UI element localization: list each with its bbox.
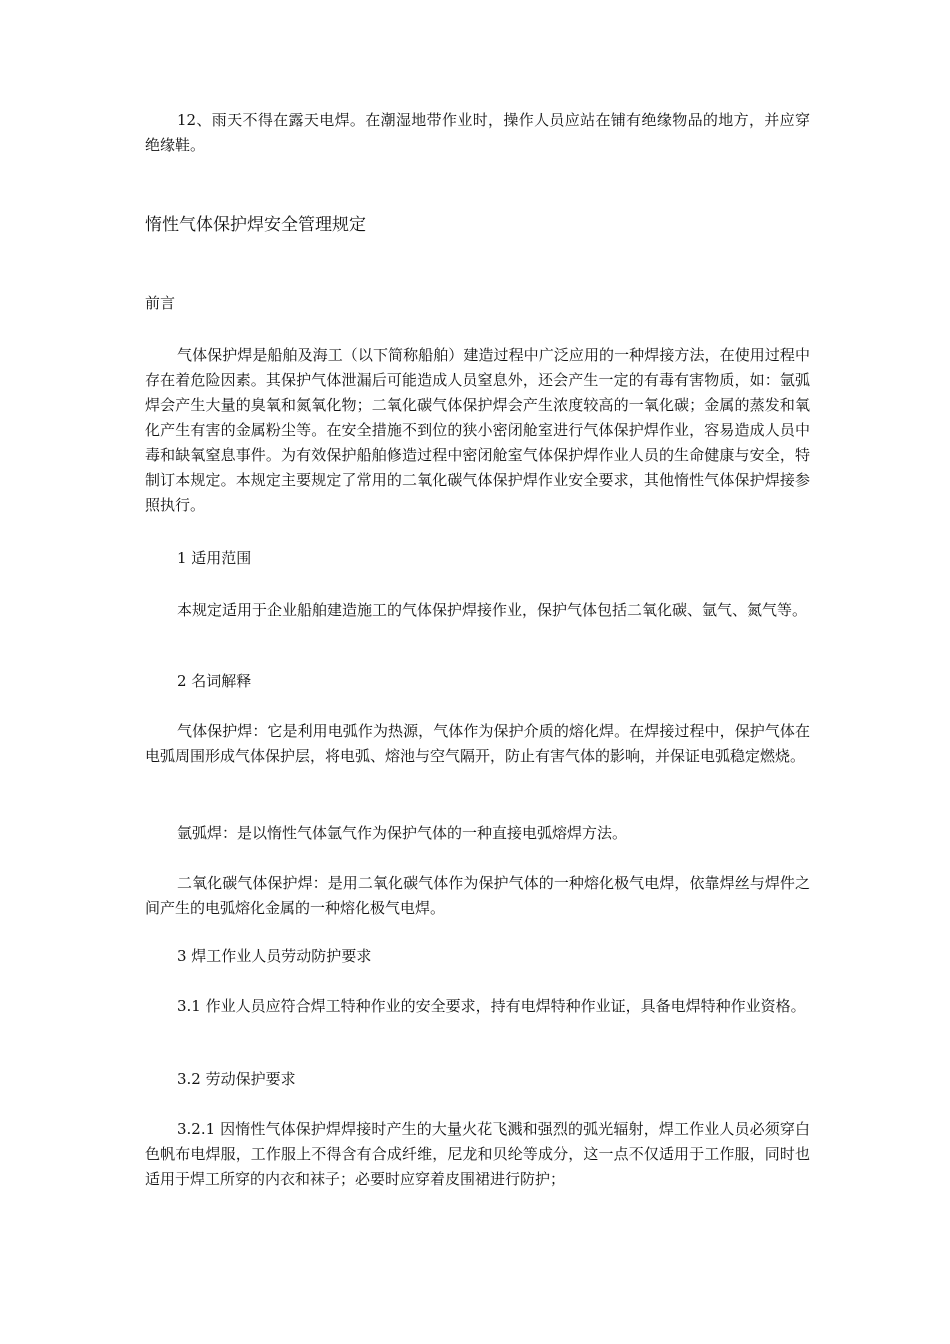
section-3-1: 3.1 作业人员应符合焊工特种作业的安全要求，持有电焊特种作业证，具备电焊特种作业资格。 bbox=[177, 997, 806, 1015]
section-1-heading: 1 适用范围 bbox=[177, 549, 252, 567]
preface-heading: 前言 bbox=[145, 294, 176, 312]
preface-body: 气体保护焊是船舶及海工（以下简称船舶）建造过程中广泛应用的一种焊接方法，在使用过程中存在着危险因素。其保护气体泄漏后可能造成人员窒息外，还会产生一定的有毒有害物质，如：氩弧焊会产生大量的臭氧和氮氧化物；二氧化碳气体保护焊会产生浓度较高的一氧化碳；金属的蒸发和氧化产生有害的金属粉尘等。在安全措施不到位的狭小密闭舱室进行气体保护焊作业，容易造成人员中毒和缺氧窒息事件。为有效保护船舶修造过程中密闭舱室气体保护焊作业人员的生命健康与安全，特制订本规定。本规定主要规定了常用的二氧化碳气体保护焊作业安全要求，其他惰性气体保护焊接参照执行。 bbox=[145, 346, 810, 514]
paragraph-item-12: 12、雨天不得在露天电焊。在潮湿地带作业时，操作人员应站在铺有绝缘物品的地方，并应穿绝缘鞋。 bbox=[145, 111, 810, 154]
section-3-heading: 3 焊工作业人员劳动防护要求 bbox=[177, 947, 372, 965]
section-2-heading: 2 名词解释 bbox=[177, 672, 252, 690]
definition-gas-shielded-welding: 气体保护焊：它是利用电弧作为热源，气体作为保护介质的熔化焊。在焊接过程中，保护气体在电弧周围形成气体保护层，将电弧、熔池与空气隔开，防止有害气体的影响，并保证电弧稳定燃烧。 bbox=[145, 722, 810, 765]
section-3-2-1: 3.2.1 因惰性气体保护焊焊接时产生的大量火花飞溅和强烈的弧光辐射，焊工作业人员必须穿白色帆布电焊服，工作服上不得含有合成纤维，尼龙和贝纶等成分，这一点不仅适用于工作服，同时也适用于焊工所穿的内衣和袜子；必要时应穿着皮围裙进行防护； bbox=[145, 1120, 810, 1188]
definition-argon-arc-welding: 氩弧焊：是以惰性气体氩气作为保护气体的一种直接电弧熔焊方法。 bbox=[177, 824, 628, 842]
definition-co2-welding: 二氧化碳气体保护焊：是用二氧化碳气体作为保护气体的一种熔化极气电焊，依靠焊丝与焊件之间产生的电弧熔化金属的一种熔化极气电焊。 bbox=[145, 874, 810, 917]
document-title: 惰性气体保护焊安全管理规定 bbox=[145, 215, 366, 235]
section-1-body: 本规定适用于企业船舶建造施工的气体保护焊接作业，保护气体包括二氧化碳、氩气、氮气等。 bbox=[177, 601, 808, 619]
section-3-2-heading: 3.2 劳动保护要求 bbox=[177, 1070, 296, 1088]
